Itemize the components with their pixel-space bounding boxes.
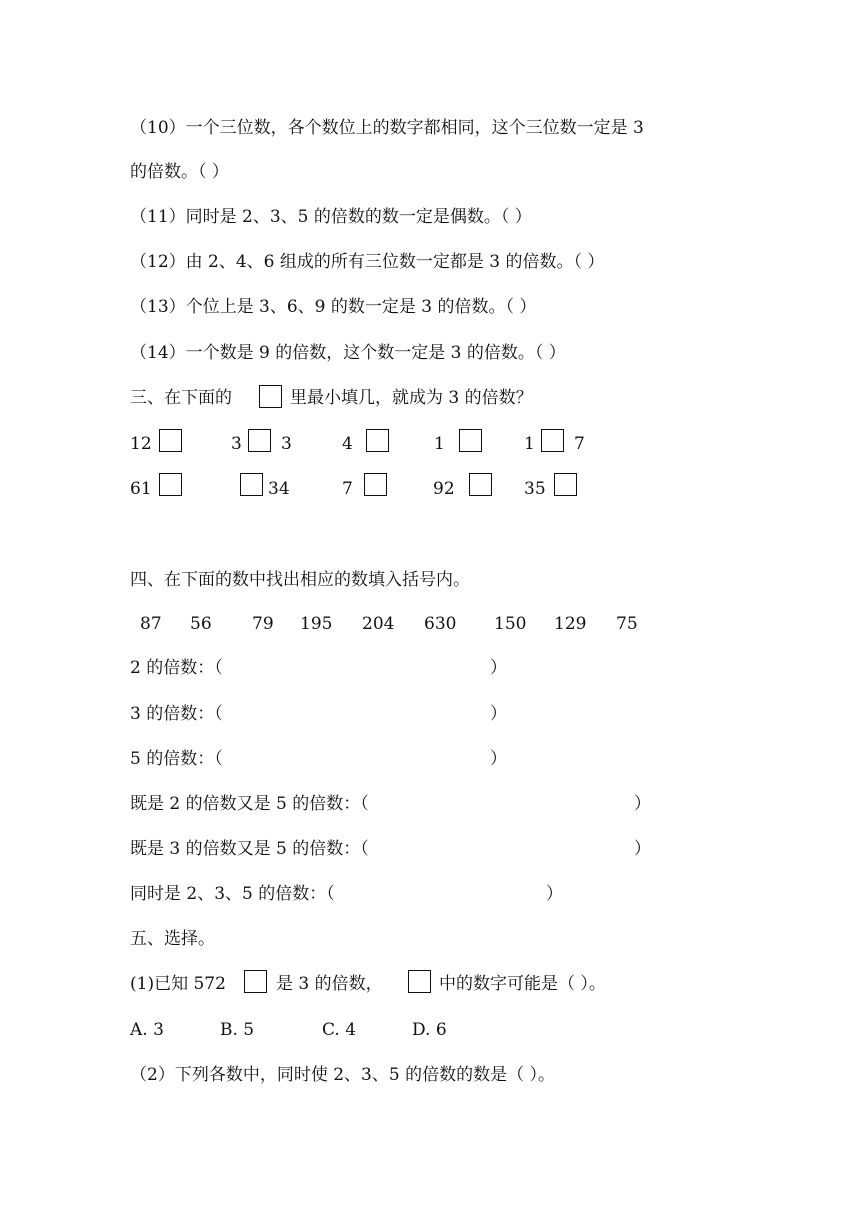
option-a: A. 3 <box>130 1020 164 1040</box>
close-paren: ） <box>634 794 651 814</box>
fill-item-before: 3 <box>231 434 242 454</box>
option-b: B. 5 <box>220 1020 255 1040</box>
number-item: 56 <box>190 614 212 634</box>
number-item: 129 <box>554 614 587 634</box>
question-12: （12）由 2、4、6 组成的所有三位数一定都是 3 的倍数。（ ） <box>130 252 605 272</box>
choice-q2: （2）下列各数中，同时使 2、3、5 的倍数的数是（ ）。 <box>130 1065 555 1085</box>
fill-box[interactable] <box>541 429 564 452</box>
choice-q1-part2: 是 3 的倍数， <box>276 974 383 994</box>
fill-box[interactable] <box>244 970 267 993</box>
option-c: C. 4 <box>322 1020 357 1040</box>
fill-box[interactable] <box>364 473 387 496</box>
fill-box[interactable] <box>248 429 271 452</box>
close-paren: ） <box>546 884 563 904</box>
multiple-of-3-label: 3 的倍数：（ <box>130 704 223 724</box>
number-item: 79 <box>252 614 274 634</box>
multiple-of-2-3-5-label: 同时是 2、3、5 的倍数：（ <box>130 884 335 904</box>
fill-item-before: 92 <box>433 479 455 499</box>
fill-box[interactable] <box>366 429 389 452</box>
fill-item-before: 1 <box>434 434 445 454</box>
fill-item-before: 7 <box>342 479 353 499</box>
fill-box[interactable] <box>459 429 482 452</box>
number-item: 204 <box>362 614 395 634</box>
question-10-line-1: （10）一个三位数，各个数位上的数字都相同，这个三位数一定是 3 <box>130 118 644 138</box>
section-5-heading: 五、选择。 <box>130 929 215 949</box>
fill-box[interactable] <box>240 473 263 496</box>
fill-box[interactable] <box>469 473 492 496</box>
fill-box[interactable] <box>408 970 431 993</box>
section-4-heading: 四、在下面的数中找出相应的数填入括号内。 <box>130 570 470 590</box>
close-paren: ） <box>634 839 651 859</box>
question-10-line-2: 的倍数。（ ） <box>130 162 229 182</box>
fill-item-before: 12 <box>130 434 152 454</box>
number-item: 150 <box>494 614 527 634</box>
fill-item-after: 3 <box>281 434 292 454</box>
blank-box-sample <box>259 385 282 408</box>
fill-item-before: 4 <box>342 434 353 454</box>
fill-item-before: 35 <box>524 479 546 499</box>
fill-box[interactable] <box>159 473 182 496</box>
fill-box[interactable] <box>554 473 577 496</box>
multiple-of-2-label: 2 的倍数：（ <box>130 658 223 678</box>
number-item: 75 <box>616 614 638 634</box>
close-paren: ） <box>490 749 507 769</box>
question-11: （11）同时是 2、3、5 的倍数的数一定是偶数。（ ） <box>130 207 532 227</box>
fill-item-before: 61 <box>130 479 152 499</box>
fill-item-before: 1 <box>524 434 535 454</box>
multiple-of-5-label: 5 的倍数：（ <box>130 749 223 769</box>
question-14: （14）一个数是 9 的倍数，这个数一定是 3 的倍数。（ ） <box>130 343 566 363</box>
section-3-heading-start: 三、在下面的 <box>130 388 232 408</box>
multiple-of-2-and-5-label: 既是 2 的倍数又是 5 的倍数：（ <box>130 794 369 814</box>
close-paren: ） <box>490 704 507 724</box>
fill-item-after: 34 <box>268 479 290 499</box>
section-3-heading-end: 里最小填几，就成为 3 的倍数？ <box>290 388 533 408</box>
choice-q1-part3: 中的数字可能是（ ）。 <box>439 974 606 994</box>
question-13: （13）个位上是 3、6、9 的数一定是 3 的倍数。（ ） <box>130 297 537 317</box>
option-d: D. 6 <box>412 1020 447 1040</box>
fill-box[interactable] <box>159 429 182 452</box>
number-item: 630 <box>424 614 457 634</box>
number-item: 195 <box>300 614 333 634</box>
choice-q1-part1: (1)已知 572 <box>130 974 226 994</box>
fill-item-after: 7 <box>574 434 585 454</box>
multiple-of-3-and-5-label: 既是 3 的倍数又是 5 的倍数：（ <box>130 839 369 859</box>
close-paren: ） <box>490 658 507 678</box>
number-item: 87 <box>140 614 162 634</box>
